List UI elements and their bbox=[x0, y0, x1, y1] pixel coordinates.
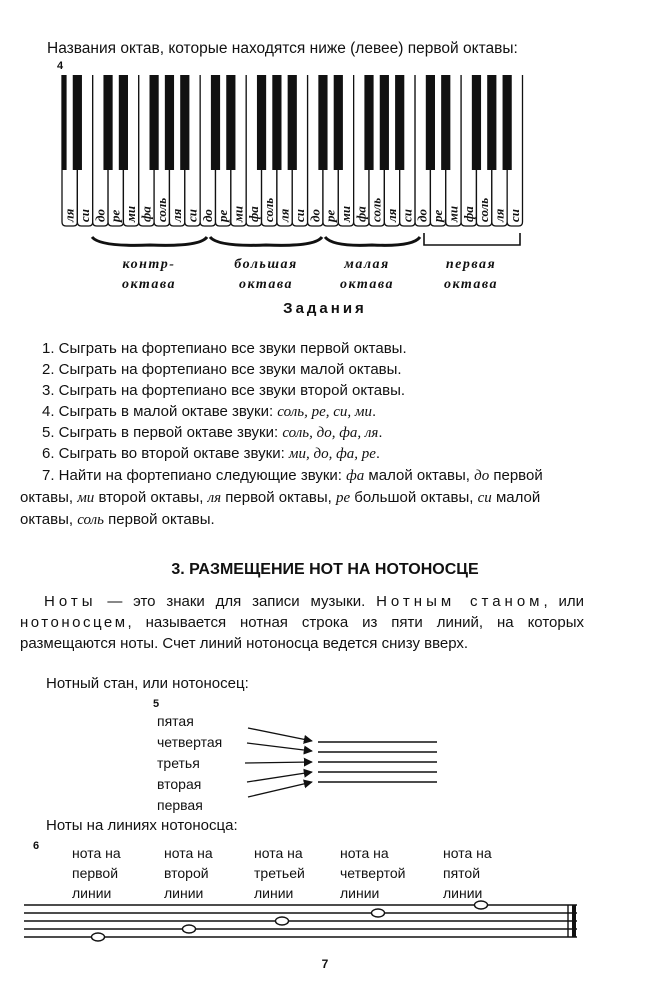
key-label: фа bbox=[353, 206, 369, 222]
key-label: ля bbox=[61, 208, 77, 222]
task-item-4: 4. Сыграть в малой октаве звуки: соль, ре, си, ми. bbox=[42, 403, 377, 420]
whole-note-fifth-line bbox=[475, 901, 488, 909]
figure-number-6: 6 bbox=[33, 840, 40, 852]
octave-name-contr: контр- октава bbox=[122, 257, 176, 292]
notes-staff bbox=[0, 895, 650, 955]
tasks-heading: Задания bbox=[283, 300, 367, 317]
line-name-second: вторая bbox=[157, 776, 202, 792]
notes-staff-lines bbox=[24, 905, 577, 937]
octave-brackets bbox=[92, 237, 420, 245]
black-key bbox=[503, 75, 512, 170]
staff-diagram bbox=[0, 700, 650, 820]
black-key bbox=[288, 75, 297, 170]
key-label: фа bbox=[138, 206, 154, 222]
key-label: до bbox=[414, 209, 430, 222]
black-key bbox=[426, 75, 435, 170]
note-label-first: нота на первой линии bbox=[72, 845, 121, 901]
key-label: ля bbox=[384, 208, 400, 222]
key-label: соль bbox=[153, 197, 169, 222]
key-label: си bbox=[399, 209, 415, 222]
line-name-third: третья bbox=[157, 755, 200, 771]
task-item-2: 2. Сыграть на фортепиано все звуки малой октавы. bbox=[42, 361, 402, 378]
page-number: 7 bbox=[321, 957, 329, 971]
task-item-7: 7. Найти на фортепиано следующие звуки: фа малой октавы, до первой октавы, ми второй октавы, ля первой октавы, ре большой октавы, си малой октавы, соль первой октавы. bbox=[20, 467, 543, 528]
key-label: си bbox=[291, 209, 307, 222]
octave-name-small: малая октава bbox=[340, 257, 394, 292]
section-title: 3. РАЗМЕЩЕНИЕ НОТ НА НОТОНОСЦЕ bbox=[171, 561, 479, 578]
figure-number-5: 5 bbox=[153, 698, 160, 710]
task-item-6: 6. Сыграть во второй октаве звуки: ми, до, фа, ре. bbox=[42, 445, 381, 462]
black-key bbox=[318, 75, 327, 170]
key-label: ми bbox=[230, 205, 246, 222]
black-key bbox=[364, 75, 373, 170]
key-label: ля bbox=[169, 208, 185, 222]
black-key bbox=[334, 75, 343, 170]
key-label: си bbox=[77, 209, 93, 222]
key-label: фа bbox=[460, 206, 476, 222]
key-label: ре bbox=[322, 209, 338, 222]
black-key bbox=[62, 75, 67, 170]
note-label-fifth: нота на пятой линии bbox=[443, 845, 492, 901]
key-label: фа bbox=[245, 206, 261, 222]
task-notes: соль, ре, си, ми bbox=[277, 404, 372, 420]
task-item-5: 5. Сыграть в первой октаве звуки: соль, до, фа, ля. bbox=[42, 424, 383, 441]
staff-lines bbox=[318, 742, 437, 782]
black-key bbox=[380, 75, 389, 170]
whole-note-second-line bbox=[183, 925, 196, 933]
octave-name-big: большая октава bbox=[234, 257, 298, 292]
black-key bbox=[180, 75, 189, 170]
line-name-first: первая bbox=[157, 797, 203, 813]
bracket-contr-octave bbox=[92, 237, 207, 245]
notes-on-lines-label: Ноты на линиях нотоносца: bbox=[46, 817, 238, 834]
black-key bbox=[441, 75, 450, 170]
task-item-1: 1. Сыграть на фортепиано все звуки первой октавы. bbox=[42, 340, 407, 357]
task-notes: ми, до, фа, ре bbox=[288, 446, 376, 462]
key-label: до bbox=[307, 209, 323, 222]
key-label: соль bbox=[261, 197, 277, 222]
black-key bbox=[487, 75, 496, 170]
term-notes: Ноты bbox=[44, 593, 97, 610]
black-key bbox=[73, 75, 82, 170]
line-name-fourth: четвертая bbox=[157, 734, 223, 750]
whole-note-third-line bbox=[276, 917, 289, 925]
line-name-fifth: пятая bbox=[157, 713, 194, 729]
black-key bbox=[119, 75, 128, 170]
key-label: ми bbox=[337, 205, 353, 222]
note-label-second: нота на второй линии bbox=[164, 845, 213, 901]
staff-arrows bbox=[245, 728, 312, 797]
black-key bbox=[472, 75, 481, 170]
key-label: ре bbox=[215, 209, 231, 222]
key-label: ми bbox=[123, 205, 139, 222]
keyboard-title: Названия октав, которые находятся ниже (левее) первой октавы: bbox=[47, 40, 518, 57]
key-label: до bbox=[199, 209, 215, 222]
bracket-big-octave bbox=[210, 237, 322, 245]
black-key bbox=[211, 75, 220, 170]
term-staff: Нотным станом bbox=[376, 593, 544, 610]
black-key bbox=[226, 75, 235, 170]
section-paragraph: Ноты — это знаки для записи музыки. Нотным станом, или нотоносцем, называется нотная строка из пяти линий, на которых размещаются ноты. Счет линий нотоносца ведется снизу вверх. bbox=[20, 593, 584, 652]
key-label: ля bbox=[491, 208, 507, 222]
black-key bbox=[103, 75, 112, 170]
black-key bbox=[395, 75, 404, 170]
note-label-fourth: нота на четвертой линии bbox=[340, 845, 406, 901]
task-notes: соль, до, фа, ля bbox=[282, 425, 379, 441]
note-label-third: нота на третьей линии bbox=[254, 845, 305, 901]
key-label: ре bbox=[107, 209, 123, 222]
term-notonosets: нотоносцем bbox=[20, 614, 128, 631]
black-key bbox=[150, 75, 159, 170]
octave-name-first: первая октава bbox=[444, 257, 498, 292]
key-label: соль bbox=[476, 197, 492, 222]
key-label: ля bbox=[276, 208, 292, 222]
key-label: ми bbox=[445, 205, 461, 222]
key-label: си bbox=[184, 209, 200, 222]
key-label: ре bbox=[430, 209, 446, 222]
bracket-small-octave bbox=[325, 237, 420, 245]
figure-number-4: 4 bbox=[57, 60, 64, 72]
task-item-3: 3. Сыграть на фортепиано все звуки второй октавы. bbox=[42, 382, 406, 399]
staff-label: Нотный стан, или нотоносец: bbox=[46, 675, 249, 692]
black-key bbox=[257, 75, 266, 170]
black-key bbox=[165, 75, 174, 170]
black-key bbox=[272, 75, 281, 170]
key-label: соль bbox=[368, 197, 384, 222]
key-label: си bbox=[506, 209, 522, 222]
whole-note-first-line bbox=[92, 933, 105, 941]
whole-note-fourth-line bbox=[372, 909, 385, 917]
key-label: до bbox=[92, 209, 108, 222]
bracket-first-octave bbox=[424, 233, 520, 245]
